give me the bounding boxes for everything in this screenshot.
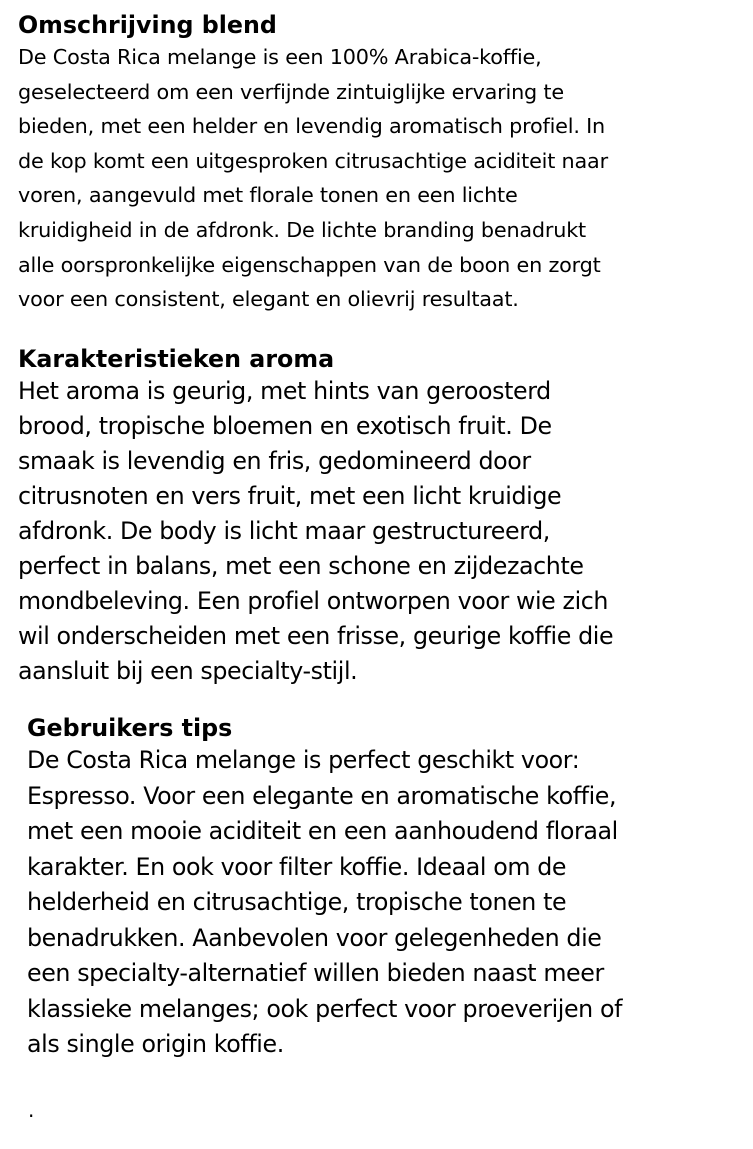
blend-description-body xyxy=(0,40,753,317)
trailing-period: . xyxy=(28,1098,35,1122)
text-line: kruidigheid in de afdronk. De lichte branding benadrukt xyxy=(18,217,586,242)
text-line: bieden, met een helder en levendig aromatisch profiel. In xyxy=(18,114,606,139)
user-tips-heading: Gebruikers tips xyxy=(27,714,233,742)
text-line: voor een consistent, elegant en olievrij resultaat. xyxy=(18,287,519,312)
text-line: benadrukken. Aanbevolen voor gelegenheden die xyxy=(27,923,602,952)
text-line: de kop komt een uitgesproken citrusachtige aciditeit naar xyxy=(18,148,608,173)
text-line: wil onderscheiden met een frisse, geurige koffie die xyxy=(18,622,614,650)
text-line: geselecteerd om een verfijnde zintuiglijke ervaring te xyxy=(18,79,564,104)
text-line: smaak is levendig en fris, gedomineerd door xyxy=(18,447,531,475)
text-line: alle oorspronkelijke eigenschappen van de boon en zorgt xyxy=(18,252,601,277)
text-line: klassieke melanges; ook perfect voor proeverijen of xyxy=(27,994,623,1023)
text-line: brood, tropische bloemen en exotisch fruit. De xyxy=(18,412,552,440)
text-line: karakter. En ook voor filter koffie. Ideaal om de xyxy=(27,852,567,881)
blend-description-section xyxy=(0,10,753,317)
text-line: mondbeleving. Een profiel ontworpen voor wie zich xyxy=(18,587,609,615)
aroma-section xyxy=(0,344,753,689)
text-line: helderheid en citrusachtige, tropische tonen te xyxy=(27,888,567,916)
text-line: De Costa Rica melange is een 100% Arabica-koffie, xyxy=(18,45,542,69)
user-tips-section xyxy=(0,713,753,1063)
text-line: aansluit bij een specialty-stijl. xyxy=(18,657,358,685)
text-line: Espresso. Voor een elegante en aromatische koffie, xyxy=(27,781,617,810)
aroma-heading: Karakteristieken aroma xyxy=(18,345,335,373)
text-line: als single origin koffie. xyxy=(27,1030,284,1058)
text-line: afdronk. De body is licht maar gestructureerd, xyxy=(18,517,550,545)
user-tips-body xyxy=(0,743,753,1063)
text-line: perfect in balans, met een schone en zijdezachte xyxy=(18,552,584,580)
text-line: citrusnoten en vers fruit, met een licht kruidige xyxy=(18,482,562,510)
aroma-body xyxy=(0,374,753,689)
text-line: een specialty-alternatief willen bieden naast meer xyxy=(27,959,604,987)
text-line: voren, aangevuld met florale tonen en een lichte xyxy=(18,183,518,208)
text-line: met een mooie aciditeit en een aanhoudend floraal xyxy=(27,817,618,845)
text-line: De Costa Rica melange is perfect geschikt voor: xyxy=(27,746,580,774)
blend-description-heading: Omschrijving blend xyxy=(18,11,277,39)
text-line: Het aroma is geurig, met hints van geroosterd xyxy=(18,377,551,405)
